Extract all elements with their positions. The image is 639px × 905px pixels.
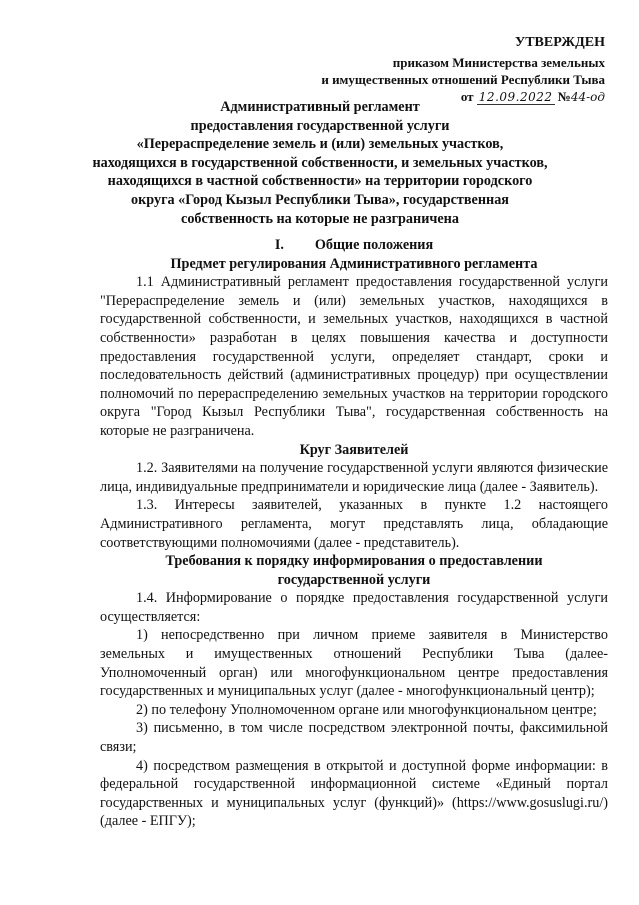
approval-date-handwritten: 12.09.2022 [478,90,553,104]
approval-line-2: и имущественных отношений Республики Тыва [321,72,605,87]
approval-title: УТВЕРЖДЕН [514,35,605,50]
regulation-title [70,98,570,228]
approval-from-label: от [460,89,474,104]
list-item-2: 2) по телефону Уполномоченном органе или многофункциональном центре; [136,701,597,718]
subsection-heading-informing [100,552,608,589]
section-title: Общие положения [314,237,434,253]
regulation-title-line: предоставления государственной услуги [190,117,450,134]
paragraph-1-3: 1.3. Интересы заявителей, указанных в пункте 1.2 настоящего Административного регламента, могут представлять лица, обладающие соответствующими полномочиями (далее - представитель). [100,497,608,551]
list-item-3: 3) письменно, в том числе посредством электронной почты, факсимильной связи; [100,720,608,756]
list-item-1: 1) непосредственно при личном приеме заявителя в Министерство земельных и имущественных отношений Республики Тыва (далее-Уполномоченный орган) или многофункциональном центре предоставления государственных и муниципальных услуг (далее - многофункциональный центр); [100,627,608,700]
regulation-title-line: находящихся в частной собственности» на территории городского [107,173,533,190]
section-heading [100,236,608,255]
regulation-title-line: находящихся в государственной собственности, и земельных участков, [92,154,548,171]
approval-number-handwritten: 44-од [570,90,605,104]
subsection-heading-subject: Предмет регулирования Административного регламента [170,255,538,272]
approval-number-label: № [557,89,571,104]
subsection-heading-applicants: Круг Заявителей [299,441,409,458]
list-item-4: 4) посредством размещения в открытой и доступной форме информации: в федеральной государственной информационной системе «Единый портал государственных и муниципальных услуг (функций)» (https://www.gosuslugi.ru/) (далее - ЕПГУ); [100,757,608,830]
paragraph-1-4: 1.4. Информирование о порядке предоставления государственной услуги осуществляется: [100,590,608,625]
document-body [100,236,608,831]
approval-block [275,34,605,106]
regulation-title-line: «Перераспределение земель и (или) земельных участков, [136,136,504,153]
subsection-heading-line: государственной услуги [277,571,431,588]
section-number: I. [274,237,284,253]
regulation-title-line: Административный регламент [220,99,420,115]
subsection-heading-line: Требования к порядку информирования о предоставлении [165,553,543,570]
regulation-title-line: округа «Город Кызыл Республики Тыва», государственная [131,191,509,208]
paragraph-1-1: 1.1 Административный регламент предоставления государственной услуги "Перераспределение земель и (или) земельных участков, находящихся в государственной собственности, и земельных участков, находящихся в частной собственности» разработан в целях повышения качества и доступности предоставления государственной услуги, определяет стандарт, сроки и последовательность действий (административных процедур) при осуществлении полномочий по перераспределению земельных участков на территории городского округа "Город Кызыл Республики Тыва", государственная собственность на которые не разграничена. [100,274,608,439]
approval-line-1: приказом Министерства земельных [392,55,605,70]
regulation-title-line: собственность на которые не разграничена [181,210,459,227]
paragraph-1-2: 1.2. Заявителями на получение государственной услуги являются физические лица, индивидуальные предприниматели и юридические лица (далее - Заявитель). [100,460,608,495]
